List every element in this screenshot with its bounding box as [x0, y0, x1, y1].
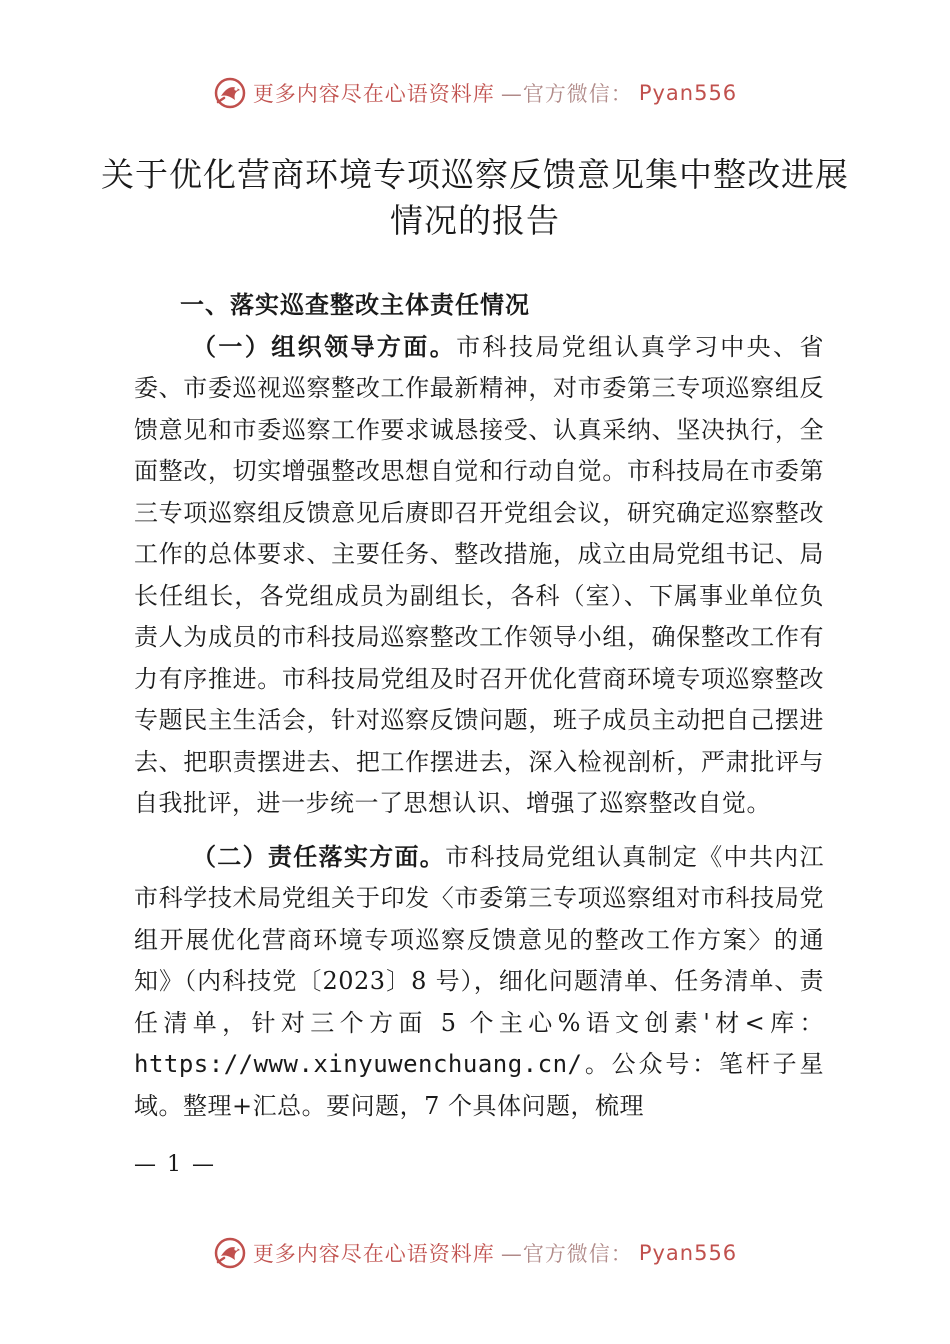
source-url-link: https://www.xinyuwenchuang.cn/ — [134, 1050, 583, 1078]
document-body — [134, 285, 824, 1127]
watermark-separator: —官方微信： — [500, 1242, 633, 1266]
page-number: — 1 — — [134, 1152, 216, 1177]
document-title: 关于优化营商环境专项巡察反馈意见集中整改进展情况的报告 — [101, 155, 849, 240]
watermark-wechat-id: Pyan556 — [638, 81, 738, 105]
fish-logo-icon — [213, 1236, 247, 1270]
paragraph-organization — [134, 327, 824, 825]
watermark-separator: —官方微信： — [500, 82, 633, 106]
section-heading-1: 一、落实巡查整改主体责任情况 — [180, 291, 530, 319]
watermark-header — [0, 76, 950, 110]
paragraph-responsibility — [134, 837, 824, 1128]
paragraph-text-organization: 市科技局党组认真学习中央、省委、市委巡视巡察整改工作最新精神，对市委第三专项巡察组反馈意见和市委巡察工作要求诚恳接受、认真采纳、坚决执行，全面整改，切实增强整改思想自觉和行动自觉。市科技局在市委第三专项巡察组反馈意见后赓即召开党组会议，研究确定巡察整改工作的总体要求、主要任务、整改措施，成立由局党组书记、局长任组长，各党组成员为副组长，各科（室）、下属事业单位负责人为成员的市科技局巡察整改工作领导小组，确保整改工作有力有序推进。市科技局党组及时召开优化营商环境专项巡察整改专题民主生活会，针对巡察反馈问题，班子成员主动把自己摆进去、把职责摆进去、把工作摆进去，深入检视剖析，严肃批评与自我批评，进一步统一了思想认识、增强了巡察整改自觉。 — [134, 332, 825, 817]
watermark-text: 更多内容尽在心语资料库 — [252, 82, 495, 106]
fish-logo-icon — [213, 76, 247, 110]
watermark-footer — [0, 1236, 950, 1270]
watermark-text: 更多内容尽在心语资料库 — [252, 1242, 495, 1266]
paragraph-text-responsibility-b: 。公众号：笔杆子星域。整理+汇总。要问题，7 个具体问题，梳理 — [134, 1050, 824, 1120]
watermark-wechat-id: Pyan556 — [638, 1241, 738, 1265]
paragraph-lead-responsibility: （二）责任落实方面。 — [192, 842, 446, 871]
paragraph-lead-organization: （一）组织领导方面。 — [192, 332, 457, 361]
paragraph-text-responsibility-a: 市科技局党组认真制定《中共内江市科学技术局党组关于印发〈市委第三专项巡察组对市科技局党组开展优化营商环境专项巡察反馈意见的整改工作方案〉的通知》（内科技党〔2023〕8 号），细化问题清单、任务清单、责任清单，针对三个方面 5 个主心%语文创素'材<库： — [134, 842, 824, 1037]
